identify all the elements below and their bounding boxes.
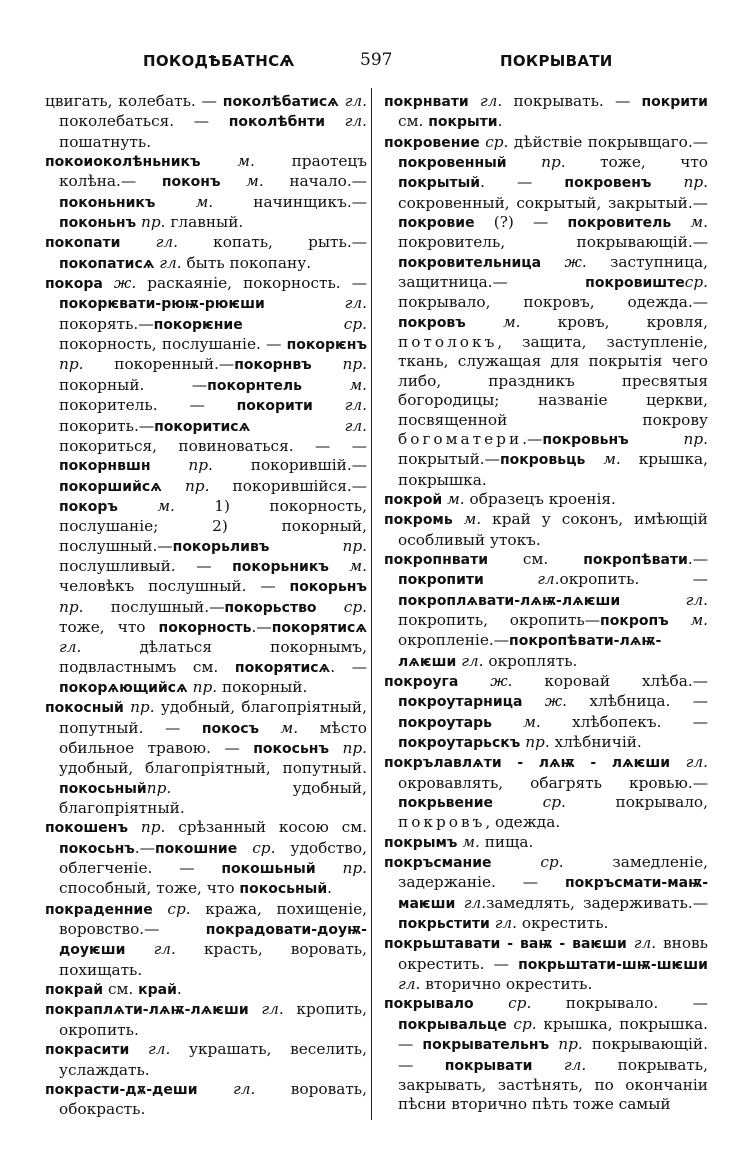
headword: покроплѧвати-лѧѭ-лѧѥши xyxy=(398,592,621,609)
headword: покроутарьскъ xyxy=(398,735,521,751)
grammar-abbreviation: ср. xyxy=(242,314,367,333)
grammar-abbreviation: м. xyxy=(259,718,299,737)
headword: покрълавлѧти - лѧѭ - лѧѥши xyxy=(384,755,671,772)
definition-text: послушливый. — xyxy=(59,556,233,575)
grammar-abbreviation: гл. xyxy=(398,975,421,994)
headword: покрьштавати - ваѭ - ваѥши xyxy=(384,936,627,953)
grammar-abbreviation: гл. xyxy=(250,416,367,435)
definition-text: покрывало, покровъ, одежда.— xyxy=(398,293,708,312)
dictionary-entry xyxy=(45,274,367,698)
headword: поконьникъ xyxy=(59,194,156,211)
headword: покрывательнъ xyxy=(422,1037,550,1054)
definition-text: покрывало. — xyxy=(531,994,708,1013)
grammar-abbreviation: гл. xyxy=(312,396,367,415)
definition-text: хлѣбничій. xyxy=(549,733,642,751)
dictionary-entry xyxy=(45,1000,367,1040)
grammar-abbreviation: гл. xyxy=(120,233,178,252)
definition-text: замедлять, задерживать.— xyxy=(486,893,708,912)
grammar-abbreviation: ср. xyxy=(479,132,509,151)
headword: покосный xyxy=(45,700,124,717)
definition-text: поколебаться. — xyxy=(59,112,229,131)
grammar-abbreviation: гл. xyxy=(483,570,560,589)
grammar-abbreviation: пр. xyxy=(651,173,708,192)
definition-text: удобство, облегченіе. — xyxy=(59,838,367,878)
grammar-abbreviation: м. xyxy=(328,556,367,575)
headword: покосьнъ xyxy=(253,741,329,757)
headword: покроутарь xyxy=(398,714,492,731)
dictionary-entry xyxy=(384,994,708,1114)
grammar-abbreviation: гл. xyxy=(455,893,487,912)
grammar-abbreviation: гл. xyxy=(456,651,484,670)
grammar-abbreviation: м. xyxy=(220,172,264,191)
definition-text: покорять.— xyxy=(59,314,154,333)
headword: покосъ xyxy=(201,720,260,737)
grammar-abbreviation: гл. xyxy=(125,940,176,959)
definition-text: начало.— xyxy=(263,172,367,191)
grammar-abbreviation: м. xyxy=(492,712,541,731)
definition-text: тоже, что xyxy=(565,153,708,172)
headword: покромь xyxy=(384,512,453,529)
grammar-abbreviation: ж. xyxy=(458,671,513,690)
grammar-abbreviation: пр. xyxy=(161,476,210,495)
headword: покосьнъ xyxy=(59,840,135,857)
grammar-abbreviation: м. xyxy=(668,610,708,629)
dictionary-entry xyxy=(384,934,708,994)
headword: покошенъ xyxy=(45,820,128,837)
grammar-abbreviation: гл. xyxy=(154,253,182,272)
grammar-abbreviation: гл. xyxy=(264,294,367,313)
dictionary-entry xyxy=(45,818,367,899)
definition-text: дѣлаться покорнымъ, подвластнымъ см. xyxy=(59,638,367,676)
grammar-abbreviation: м. xyxy=(585,450,621,469)
headword: край xyxy=(138,982,177,999)
column-divider xyxy=(371,88,372,1120)
definition-text: хлѣбопекъ. — xyxy=(540,712,708,731)
definition-text: .— xyxy=(251,617,272,636)
definition-text: , защита, заступленіе, ткань, служащая для покрытія чего либо, праздникъ пресвятыя богородицы; названіе церкви, посвященной покрову xyxy=(398,333,708,429)
definition-text: покрывать, закрывать, застѣнять, по окончаніи пѣсни вторично пѣть тоже самый xyxy=(398,1055,708,1114)
headword: покрой xyxy=(384,491,443,508)
headword: покрасити xyxy=(45,1042,130,1059)
grammar-abbreviation: м. xyxy=(301,375,367,394)
headword: покорнтель xyxy=(207,377,302,394)
grammar-abbreviation: гл. xyxy=(532,1055,587,1074)
definition-text: удобный, благопріятный, попутный. — xyxy=(59,698,367,737)
grammar-abbreviation: ср. xyxy=(316,597,367,616)
definition-text: . — xyxy=(330,657,367,676)
definition-text: край у соконъ, имѣющій особливый утокъ. xyxy=(398,510,708,549)
definition-text: , одежда. xyxy=(485,813,561,832)
grammar-abbreviation: пр. xyxy=(628,429,708,448)
headword: покорѧющийсѧ xyxy=(59,679,188,696)
definition-text: тоже, что xyxy=(59,617,159,636)
definition-text: покоренный.— xyxy=(83,355,235,374)
headword: покорьство xyxy=(224,599,317,616)
dictionary-entry xyxy=(45,980,367,1000)
headword: покроутарница xyxy=(398,694,523,711)
grammar-abbreviation: ср. xyxy=(152,899,191,918)
definition-text: кропить, окропить. xyxy=(59,1000,367,1039)
headword: покровьць xyxy=(499,452,586,469)
headword: покорьникъ xyxy=(232,558,329,575)
grammar-abbreviation: ж. xyxy=(522,692,568,711)
grammar-abbreviation: пр. xyxy=(59,355,84,374)
headword: покровъ xyxy=(398,314,466,331)
headword: покропнвати xyxy=(384,551,489,568)
dictionary-entry xyxy=(45,900,367,980)
headword: покорѥние xyxy=(153,316,243,333)
definition-text: послушный.— xyxy=(83,597,225,616)
headword: покрыти xyxy=(428,114,498,131)
headword: покоиоколѣньникъ xyxy=(45,154,201,171)
definition-text: кража, похищеніе, воровство.— xyxy=(59,899,367,939)
definition-text: сокровенный, сокрытый, закрытый.— xyxy=(398,193,708,212)
headword: покровение xyxy=(384,134,480,151)
headword: покорьнъ xyxy=(289,579,367,596)
headword: покосьный xyxy=(239,881,328,898)
headword: покорѥвати-рюѭ-рюѥши xyxy=(59,296,265,313)
definition-text: праотецъ колѣна.— xyxy=(59,152,367,191)
grammar-abbreviation: гл. xyxy=(338,92,367,110)
grammar-abbreviation: гл. xyxy=(620,590,708,609)
headword: покоритисѧ xyxy=(154,418,251,435)
headword: покошьный xyxy=(221,861,316,878)
grammar-abbreviation: гл. xyxy=(325,112,367,131)
definition-text: крышка, покрышка. — xyxy=(398,1014,708,1054)
running-head-right: ПОКРЫВАТИ xyxy=(500,52,613,70)
headword: покрнвати xyxy=(384,94,469,110)
headword: покорнвшн xyxy=(59,458,151,475)
page-number: 597 xyxy=(360,50,393,70)
headword: покорятисѧ xyxy=(271,619,367,636)
dictionary-entry xyxy=(384,833,708,853)
headword: покръсмати-маѭ-маѥши xyxy=(398,875,708,912)
grammar-abbreviation: пр. xyxy=(506,153,566,172)
grammar-abbreviation: пр. xyxy=(127,818,166,837)
definition-text: красть, воровать, похищать. xyxy=(59,940,367,979)
headword: покора xyxy=(45,276,103,293)
definition-text: покрывало, xyxy=(565,793,708,812)
dictionary-entry xyxy=(45,92,367,152)
grammar-abbreviation: пр. xyxy=(315,859,367,878)
definition-text: . xyxy=(497,112,503,131)
headword: покровиште xyxy=(585,275,685,292)
definition-text: окроплять. xyxy=(483,651,578,670)
definition-text: покорность, послушаніе. — xyxy=(59,335,287,354)
definition-text: покорившійся.— xyxy=(209,476,368,495)
spaced-text: богоматери xyxy=(398,429,523,448)
definition-text: вторично окрестить. xyxy=(420,975,593,994)
definition-text: покрывающій.— xyxy=(398,1035,708,1074)
definition-text: кровъ, кровля, xyxy=(520,312,708,331)
definition-text: замедленіе, задержаніе. — xyxy=(398,853,708,892)
definition-text: коровай хлѣба.— xyxy=(512,671,708,690)
headword: покровитель xyxy=(567,215,672,232)
definition-text: крышка, покрышка. xyxy=(398,450,708,489)
definition-text: . — xyxy=(480,173,565,192)
definition-text: мѣсто обильное травою. — xyxy=(59,718,367,757)
definition-text: покорный. xyxy=(217,677,308,696)
definition-text: удобный, благопріятный. xyxy=(59,778,367,818)
definition-text: вновь окрестить. — xyxy=(398,934,708,973)
grammar-abbreviation: гл. xyxy=(626,934,657,953)
dictionary-entry xyxy=(384,753,708,832)
dictionary-entry xyxy=(45,152,367,233)
definition-text: покорившій.— xyxy=(212,456,367,475)
grammar-abbreviation: м. xyxy=(465,312,521,331)
left-column xyxy=(45,92,367,1120)
spaced-text: потолокъ xyxy=(398,333,498,352)
definition-text: см. xyxy=(103,980,139,999)
definition-text: покрытый.— xyxy=(398,450,500,469)
grammar-abbreviation: м. xyxy=(155,192,214,211)
right-column xyxy=(384,92,708,1115)
definition-text: покровитель, покрывающій.— xyxy=(398,233,708,252)
grammar-abbreviation: гл. xyxy=(59,638,82,657)
headword: покрадовати-доуѭ-доуѥши xyxy=(59,922,367,959)
headword: покровьнъ xyxy=(542,431,629,448)
headword: поколѣбатисѧ xyxy=(222,94,339,110)
grammar-abbreviation: пр. xyxy=(549,1035,583,1054)
definition-text: . xyxy=(327,879,333,898)
headword: покорѥнъ xyxy=(286,337,367,354)
grammar-abbreviation: ср. xyxy=(473,994,532,1013)
definition-text: покрывать. — xyxy=(502,92,642,110)
headword: покръсмание xyxy=(384,855,492,872)
grammar-abbreviation: ср. xyxy=(237,838,276,857)
headword: покровительница xyxy=(398,254,542,271)
grammar-abbreviation: ср. xyxy=(506,1014,537,1033)
grammar-abbreviation: ср. xyxy=(493,793,566,812)
headword: покраденние xyxy=(45,901,153,918)
definition-text: хлѣбница. — xyxy=(567,692,708,711)
definition-text: .— xyxy=(522,429,543,448)
definition-text: заступница, защитница.— xyxy=(398,252,708,292)
grammar-abbreviation: пр. xyxy=(329,739,367,757)
definition-text: украшать, веселить, услаждать. xyxy=(59,1040,367,1079)
definition-text: цвигать, колебать. — xyxy=(45,92,223,110)
definition-text: окропленіе.— xyxy=(398,631,510,650)
grammar-abbreviation: гл. xyxy=(670,753,708,772)
headword: покоршийсѧ xyxy=(59,478,162,495)
headword: покрывати xyxy=(444,1057,533,1074)
grammar-abbreviation: гл. xyxy=(129,1040,171,1059)
grammar-abbreviation: ср. xyxy=(491,853,564,872)
definition-text: пошатнуть. xyxy=(59,132,152,151)
grammar-abbreviation: пр. xyxy=(146,778,172,797)
definition-text: способный, тоже, что xyxy=(59,879,240,898)
running-head-left: ПОКОДѢБАТНСѦ xyxy=(143,52,295,70)
dictionary-entry xyxy=(45,698,367,818)
headword: поконьнъ xyxy=(59,215,137,232)
dictionary-entry xyxy=(384,510,708,550)
grammar-abbreviation: пр. xyxy=(311,355,367,374)
definition-text: покропить, окропить— xyxy=(398,610,601,629)
dictionary-entry xyxy=(45,1040,367,1080)
headword: покропѣвати-лѧѭ-лѧѥши xyxy=(398,633,662,670)
definition-text: 1) покорность, послушаніе; 2) покорный, послушный.— xyxy=(59,496,367,555)
headword: покопатисѧ xyxy=(59,255,155,272)
definition-text: см. xyxy=(398,112,429,131)
headword: покрывальце xyxy=(398,1016,507,1033)
headword: покорьливъ xyxy=(172,538,270,555)
definition-text: окровавлять, обагрять кровью.— xyxy=(398,773,708,792)
headword: покрити xyxy=(641,94,708,110)
dictionary-entry xyxy=(45,1080,367,1120)
definition-text: удобный, благопріятный, попутный. xyxy=(59,759,367,778)
dictionary-entry xyxy=(384,853,708,934)
definition-text: .— xyxy=(134,838,155,857)
definition-text: (?) — xyxy=(474,213,568,232)
headword: покровенный xyxy=(398,155,507,172)
definition-text: см. xyxy=(488,549,584,568)
definition-text: срѣзанный косою см. xyxy=(165,818,367,837)
headword: покроуга xyxy=(384,673,459,690)
dictionary-entry xyxy=(384,672,708,753)
dictionary-entry xyxy=(384,550,708,672)
grammar-abbreviation: ж. xyxy=(102,274,137,293)
definition-text: человѣкъ послушный. — xyxy=(59,577,290,596)
definition-text: раскаяніе, покорность. — xyxy=(136,274,367,293)
headword: покрьвение xyxy=(398,795,493,812)
definition-text: копать, рыть.— xyxy=(177,233,367,252)
grammar-abbreviation: ж. xyxy=(541,252,587,271)
grammar-abbreviation: пр. xyxy=(123,698,155,717)
headword: покорити xyxy=(236,398,313,415)
headword: покопати xyxy=(45,235,121,252)
grammar-abbreviation: пр. xyxy=(59,597,84,616)
definition-text: покорить.— xyxy=(59,416,155,435)
definition-text: покорный. — xyxy=(59,375,208,394)
dictionary-entry xyxy=(384,490,708,510)
headword: покровие xyxy=(398,215,475,232)
grammar-abbreviation: пр. xyxy=(136,213,166,232)
headword: покорность xyxy=(158,619,252,636)
definition-text: образецъ кроенія. xyxy=(464,489,616,508)
definition-text: дѣйствіе покрывщаго.— xyxy=(508,132,709,151)
headword: покрасти-дѫ-деши xyxy=(45,1081,198,1098)
definition-text: покоритель. — xyxy=(59,396,237,415)
headword: покропъ xyxy=(600,612,669,629)
grammar-abbreviation: пр. xyxy=(269,536,367,555)
headword: покоръ xyxy=(59,498,118,515)
grammar-abbreviation: м. xyxy=(452,510,482,529)
dictionary-entry xyxy=(384,133,708,490)
definition-text: быть покопану. xyxy=(181,253,312,272)
headword: покровенъ xyxy=(564,175,652,192)
definition-text: воровать, обокрасть. xyxy=(59,1079,367,1119)
definition-text: покориться, повиноваться. — — xyxy=(59,436,367,455)
grammar-abbreviation: м. xyxy=(442,489,465,508)
headword: покрывало xyxy=(384,996,474,1013)
definition-text: главный. xyxy=(165,213,244,232)
headword: покосьный xyxy=(59,780,147,797)
definition-text: . xyxy=(176,980,182,999)
definition-text: пища. xyxy=(479,832,534,851)
headword: покраплѧти-лѧѭ-лѧѥши xyxy=(45,1002,249,1019)
grammar-abbreviation: пр. xyxy=(520,733,550,751)
dictionary-entry xyxy=(384,92,708,133)
grammar-abbreviation: ср. xyxy=(684,273,708,292)
headword: покрьштати-шѭ-шѥши xyxy=(518,956,708,973)
headword: покрьстити xyxy=(398,916,490,933)
grammar-abbreviation: м. xyxy=(671,213,708,232)
headword: покорнвъ xyxy=(234,357,312,374)
definition-text: окрестить. xyxy=(517,914,609,933)
headword: поколѣбнти xyxy=(228,114,326,131)
definition-text: окропить. — xyxy=(559,570,708,589)
grammar-abbreviation: м. xyxy=(200,152,255,171)
definition-text: начинщикъ.— xyxy=(213,192,367,211)
grammar-abbreviation: м. xyxy=(117,496,175,515)
grammar-abbreviation: гл. xyxy=(248,1000,284,1019)
headword: покорятисѧ xyxy=(234,659,331,676)
grammar-abbreviation: пр. xyxy=(150,456,213,475)
headword: покропѣвати xyxy=(583,551,688,568)
grammar-abbreviation: гл. xyxy=(489,914,518,933)
headword: покошние xyxy=(154,840,238,857)
headword: покрытый xyxy=(398,175,481,192)
dictionary-entry xyxy=(45,233,367,274)
headword: покропити xyxy=(398,572,484,589)
headword: покрымъ xyxy=(384,834,458,851)
definition-text: .— xyxy=(687,549,708,568)
grammar-abbreviation: пр. xyxy=(187,677,218,696)
headword: поконъ xyxy=(161,174,221,191)
grammar-abbreviation: гл. xyxy=(197,1079,256,1098)
headword: покрай xyxy=(45,982,104,999)
grammar-abbreviation: м. xyxy=(457,832,480,851)
grammar-abbreviation: гл. xyxy=(468,92,503,110)
spaced-text: покровъ xyxy=(398,813,486,832)
